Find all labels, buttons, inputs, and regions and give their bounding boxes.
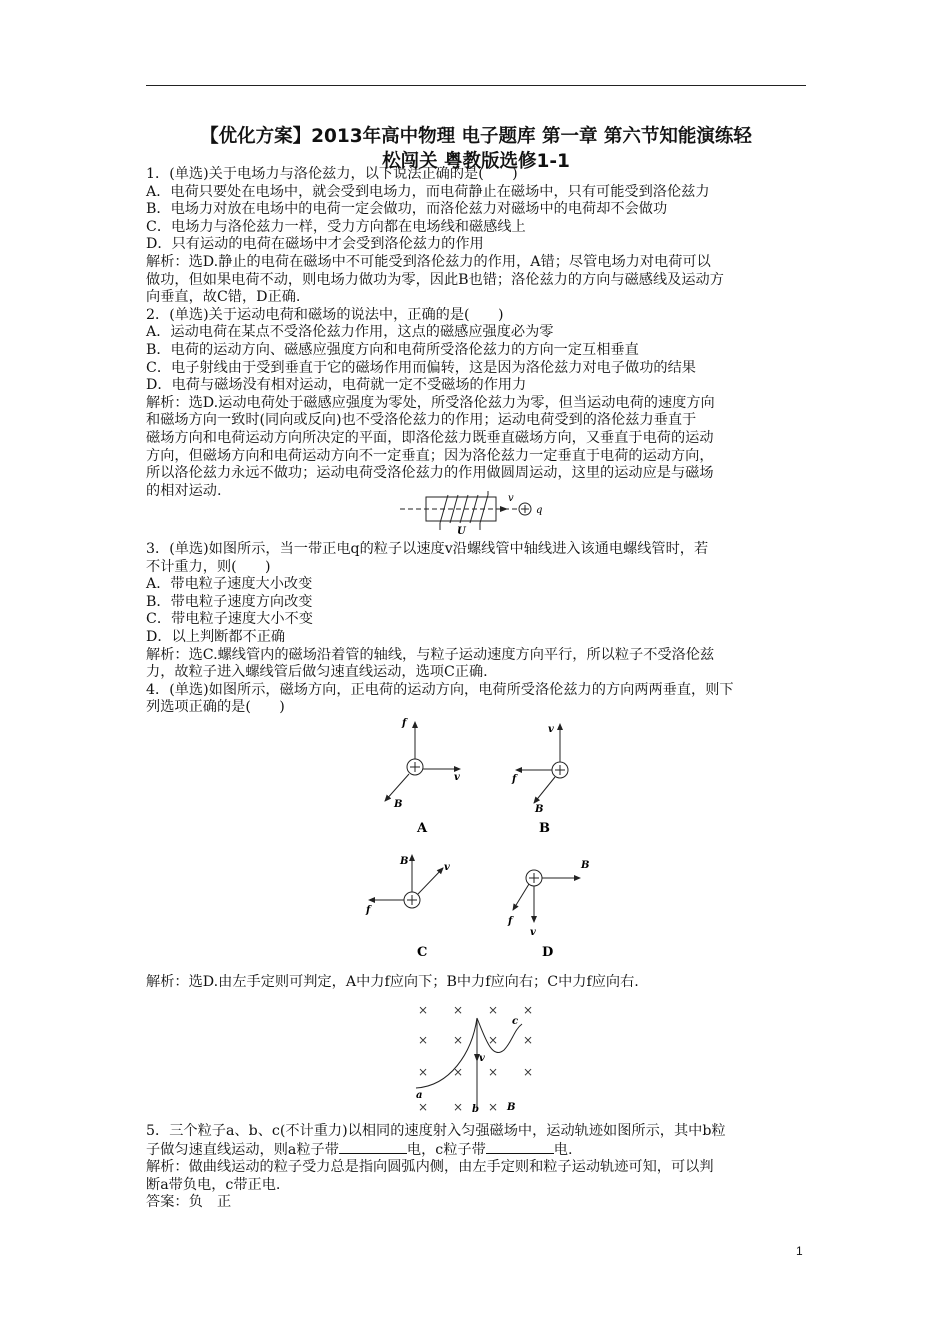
c-label-v: v <box>444 862 450 873</box>
q2-option-c: C．电子射线由于受到垂直于它的磁场作用而偏转，这是因为洛伦兹力对电子做功的结果 <box>146 359 696 376</box>
q2-stem: 2．(单选)关于运动电荷和磁场的说法中，正确的是( ) <box>146 306 504 323</box>
q2-analysis-6: 的相对运动. <box>146 482 222 499</box>
q2-analysis-3: 磁场方向和电荷运动方向所决定的平面，即洛伦兹力既垂直磁场方向，又垂直于电荷的运动 <box>146 429 714 446</box>
title-line-2: 松闯关 粤教版选修1-1 <box>382 151 570 172</box>
q1-analysis-3: 向垂直，故C错，D正确. <box>146 289 301 306</box>
d-label-v: v <box>530 927 536 938</box>
q5-stem-2b: 电，c粒子带 <box>406 1141 486 1158</box>
q3-stem-2: 不计重力，则( ) <box>146 558 271 575</box>
q4-analysis-block <box>146 974 816 992</box>
svg-text:×: × <box>523 1003 534 1017</box>
svg-text:×: × <box>523 1033 534 1047</box>
b-label-f: f <box>512 774 517 785</box>
svg-text:×: × <box>453 1033 464 1047</box>
caption-a: A <box>417 821 428 836</box>
svg-text:×: × <box>453 1065 464 1079</box>
q5-stem-2c: 电. <box>553 1141 573 1158</box>
diagram-a <box>385 718 460 836</box>
q1-analysis-2: 做功，但如果电荷不动，则电场力做功为零，因此B也错；洛伦兹力的方向与磁感线及运动方 <box>146 271 724 288</box>
caption-c: C <box>417 945 428 960</box>
d-label-b: B <box>581 860 590 871</box>
q3-analysis-2: 力，故粒子进入螺线管后做匀速直线运动，选项C正确. <box>146 664 488 681</box>
svg-text:×: × <box>418 1003 429 1017</box>
q1-option-a: A．电荷只要处在电场中，就会受到电场力，而电荷静止在磁场中，只有可能受到洛伦兹力 <box>146 183 710 200</box>
q1-option-d: D．只有运动的电荷在磁场中才会受到洛伦兹力的作用 <box>146 236 484 253</box>
label-u: U <box>457 526 466 535</box>
diagram-d <box>507 860 589 960</box>
label-b: b <box>472 1104 479 1115</box>
d-label-f: f <box>508 916 513 927</box>
q2-option-b: B．电荷的运动方向、磁感应强度方向和电荷所受洛伦兹力的方向一定互相垂直 <box>146 341 639 358</box>
a-label-b: B <box>394 799 403 810</box>
q5-stem-2a: 子做匀速直线运动，则a粒子带 <box>146 1141 339 1158</box>
a-label-f: f <box>402 718 407 729</box>
q5-stem-1: 5．三个粒子a、b、c(不计重力)以相同的速度射入匀强磁场中，运动轨迹如图所示，其中b粒 <box>146 1123 726 1139</box>
svg-text:×: × <box>453 1100 464 1114</box>
diagram-c <box>365 855 450 960</box>
page-number: 1 <box>796 1244 803 1258</box>
svg-text:×: × <box>523 1065 534 1079</box>
label-a: a <box>416 1090 423 1101</box>
q3-option-b: B．带电粒子速度方向改变 <box>146 593 313 610</box>
q4-stem-2: 列选项正确的是( ) <box>146 699 285 716</box>
question-block-3-4 <box>146 541 816 717</box>
velocity-arrowhead <box>500 506 508 512</box>
field-trajectory-figure <box>410 998 545 1118</box>
q3-stem-1: 3．(单选)如图所示，当一带正电q的粒子以速度v沿螺线管中轴线进入该通电螺线管时，若 <box>146 541 709 557</box>
q5-stem-2 <box>146 1141 816 1160</box>
label-v: v <box>479 1053 485 1064</box>
solenoid-figure <box>400 490 560 535</box>
diagram-b <box>511 724 568 836</box>
q2-option-a: A．运动电荷在某点不受洛伦兹力作用，这点的磁感应强度必为零 <box>146 324 554 341</box>
q5-analysis-2: 断a带负电，c带正电. <box>146 1176 281 1193</box>
q2-analysis-5: 所以洛伦兹力永远不做功；运动电荷受洛伦兹力的作用做圆周运动，这里的运动应是与磁场 <box>146 465 714 482</box>
svg-text:×: × <box>488 1100 499 1114</box>
label-q: q <box>536 505 543 516</box>
q3-analysis-1: 解析：选C.螺线管内的磁场沿着管的轴线，与粒子运动速度方向平行，所以粒子不受洛伦兹 <box>146 646 715 663</box>
q1-option-c: C．电场力与洛伦兹力一样，受力方向都在电场线和磁感线上 <box>146 218 526 235</box>
label-field-b: B <box>507 1102 516 1113</box>
b-label-b: B <box>535 804 544 815</box>
question-block-5 <box>146 1123 816 1212</box>
q5-analysis-1: 解析：做曲线运动的粒子受力总是指向圆弧内侧，由左手定则和粒子运动轨迹可知，可以判 <box>146 1159 714 1176</box>
q3-option-a: A．带电粒子速度大小改变 <box>146 576 313 593</box>
blank-a-charge <box>339 1141 407 1154</box>
a-label-v: v <box>454 772 460 783</box>
q1-analysis-1: 解析：选D.静止的电荷在磁场中不可能受到洛伦兹力的作用，A错；尽管电场力对电荷可以 <box>146 253 711 270</box>
force-diagrams-figure <box>350 712 610 962</box>
svg-text:×: × <box>418 1100 429 1114</box>
title-line-1: 【优化方案】2013年高中物理 电子题库 第一章 第六节知能演练轻 <box>200 126 752 147</box>
label-c: c <box>512 1016 519 1027</box>
caption-b: B <box>539 821 550 836</box>
q2-option-d: D．电荷与磁场没有相对运动，电荷就一定不受磁场的作用力 <box>146 377 527 394</box>
svg-text:×: × <box>488 1065 499 1079</box>
svg-text:×: × <box>488 1033 499 1047</box>
q3-option-d: D．以上判断都不正确 <box>146 628 286 645</box>
q2-analysis-4: 方向，但磁场方向和电荷运动方向不一定垂直；因为洛伦兹力一定垂直于电荷的运动方向， <box>146 447 714 464</box>
caption-d: D <box>542 945 554 960</box>
question-block-1-2 <box>146 166 816 500</box>
q5-answer: 答案：负 正 <box>146 1194 232 1211</box>
q4-stem-1: 4．(单选)如图所示，磁场方向，正电荷的运动方向，电荷所受洛伦兹力的方向两两垂直，则下 <box>146 681 734 698</box>
q4-analysis: 解析：选D.由左手定则可判定，A中力f应向下；B中力f应向右；C中力f应向右. <box>146 974 639 990</box>
c-label-b: B <box>400 856 409 867</box>
svg-text:×: × <box>418 1065 429 1079</box>
c-label-f: f <box>366 905 371 916</box>
q2-analysis-2: 和磁场方向一致时(同向或反向)也不受洛伦兹力的作用；运动电荷受到的洛伦兹力垂直于 <box>146 412 697 429</box>
svg-text:×: × <box>488 1003 499 1017</box>
header-rule <box>146 85 806 86</box>
svg-text:×: × <box>453 1003 464 1017</box>
q1-option-b: B．电场力对放在电场中的电荷一定会做功，而洛伦兹力对磁场中的电荷却不会做功 <box>146 201 668 218</box>
b-label-v: v <box>548 724 554 735</box>
q1-stem: 1．(单选)关于电场力与洛伦兹力，以下说法正确的是( ) <box>146 166 518 182</box>
q3-option-c: C．带电粒子速度大小不变 <box>146 611 313 628</box>
blank-c-charge <box>486 1141 554 1154</box>
svg-text:×: × <box>418 1033 429 1047</box>
q2-analysis-1: 解析：选D.运动电荷处于磁感应强度为零处，所受洛伦兹力为零，但当运动电荷的速度方向 <box>146 394 715 411</box>
label-v: v <box>508 493 514 504</box>
